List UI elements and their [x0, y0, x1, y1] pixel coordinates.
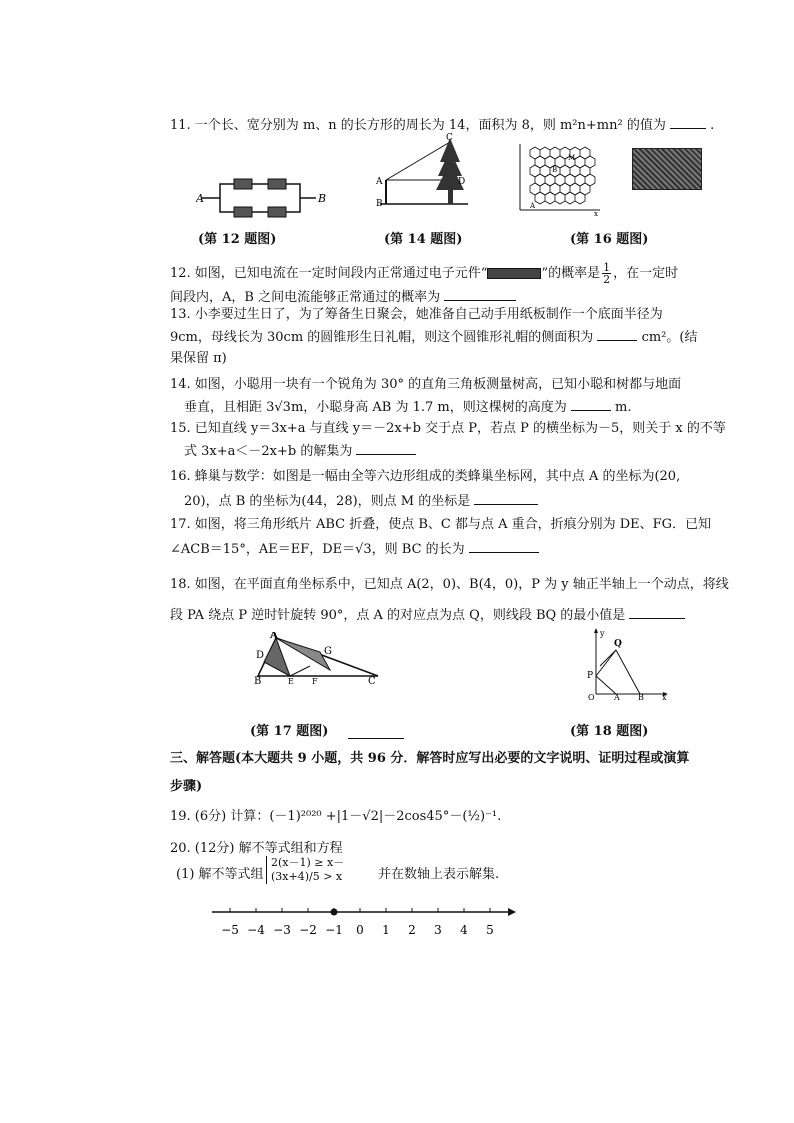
- fig17-label-B: B: [254, 676, 262, 684]
- question-12-text-a: 12. 如图，已知电流在一定时间段内正常通过电子元件“: [170, 266, 488, 281]
- fig18-label-A: A: [614, 693, 620, 700]
- question-12-text-b: ”的概率是: [541, 266, 601, 281]
- fig14-label-A: A: [376, 177, 383, 187]
- answer-blank-14[interactable]: [571, 398, 611, 411]
- question-20-part1-text: (1) 解不等式组: [176, 867, 264, 882]
- question-12-text-c: ，在一定时: [613, 266, 679, 281]
- question-17-line1: 17. 如图，将三角形纸片 ABC 折叠，使点 B、C 都与点 A 重合，折痕分别为 DE、FG．已知: [170, 517, 712, 532]
- question-16-line1: 16. 蜂巢与数学：如图是一幅由全等六边形组成的类蜂巢坐标网，其中点 A 的坐标为(20,: [170, 469, 681, 484]
- question-15-text-line2: 式 3x+a＜－2x+b 的解集为: [184, 444, 353, 459]
- answer-blank-16[interactable]: [474, 492, 538, 505]
- caption-fig17-trailing-line: [348, 726, 404, 739]
- question-14-line1: 14. 如图，小聪用一块有一个锐角为 30° 的直角三角板测量树高，已知小聪和树都与地面: [170, 377, 682, 392]
- answer-blank-11[interactable]: [670, 116, 706, 129]
- number-line-tick-label: 0: [356, 923, 364, 937]
- fig14-label-B: B: [376, 199, 383, 208]
- figure-12-circuit: [196, 176, 336, 220]
- number-line-tick-label: −2: [299, 923, 317, 937]
- fig18-label-B: B: [638, 693, 644, 700]
- figure-17-triangle: [250, 632, 386, 684]
- question-20-part1: [176, 866, 264, 884]
- answer-blank-13[interactable]: [597, 328, 637, 341]
- question-14-line2: [184, 398, 632, 417]
- question-15-line2: [184, 442, 416, 461]
- number-line-tick-label: 4: [460, 923, 468, 937]
- answer-blank-12[interactable]: [444, 288, 516, 301]
- caption-fig18: (第 18 题图): [570, 724, 649, 739]
- figure-16-honeycomb: [516, 140, 604, 216]
- question-14-text-line2: 垂直，且相距 3√3m，小聪身高 AB 为 1.7 m，则这棵树的高度为: [184, 400, 567, 415]
- fig17-label-C: C: [368, 676, 376, 684]
- electronic-element-icon: [487, 268, 541, 279]
- question-12-text-line2: 间段内，A，B 之间电流能够正常通过的概率为: [170, 290, 441, 305]
- question-13-line2: [170, 328, 697, 347]
- question-16-line2: [184, 492, 538, 511]
- fig17-label-A: A: [270, 632, 278, 641]
- number-line-tick-label: −3: [273, 923, 291, 937]
- fig16-label-A: A: [530, 202, 536, 210]
- question-20: 20. (12分) 解不等式组和方程: [170, 841, 343, 856]
- caption-fig17: (第 17 题图): [250, 724, 329, 739]
- caption-fig12: (第 12 题图): [198, 232, 277, 247]
- question-15-line1: 15. 已知直线 y＝3x+a 与直线 y＝－2x+b 交于点 P，若点 P 的横坐标为－5，则关于 x 的不等: [170, 421, 726, 436]
- section-3-heading-line2: 步骤): [170, 779, 203, 794]
- question-16-text-line2: 20)，点 B 的坐标为(44，28)，则点 M 的坐标是: [184, 494, 471, 509]
- fig18-label-x: x: [662, 693, 667, 700]
- answer-blank-15[interactable]: [356, 442, 416, 455]
- question-12-line2: [170, 288, 516, 307]
- fig18-label-Q: Q: [614, 639, 622, 649]
- fraction-one-half: $\frac{1}{2}$: [603, 261, 611, 286]
- fig18-label-O: O: [588, 693, 595, 700]
- fig14-label-D: D: [458, 177, 466, 187]
- fig14-label-C: C: [446, 133, 453, 143]
- answer-blank-17[interactable]: [469, 540, 539, 553]
- question-11-text: 11. 一个长、宽分别为 m、n 的长方形的周长为 14，面积为 8，则 m²n+mn² 的值为: [170, 118, 666, 133]
- question-18-line1: 18. 如图，在平面直角坐标系中，已知点 A(2，0)、B(4，0)，P 为 y 轴正半轴上一个动点，将线: [170, 577, 729, 592]
- inequality-2: (3x+4)/5 > x: [271, 870, 343, 883]
- question-17-text-line2: ∠ACB＝15°，AE＝EF，DE＝√3，则 BC 的长为: [170, 542, 465, 557]
- fig12-label-A: A: [196, 192, 204, 205]
- number-line-marked-point: [331, 909, 338, 916]
- fig16-label-x: x: [594, 210, 598, 216]
- fig17-label-E: E: [288, 677, 294, 684]
- fig18-label-P: P: [587, 671, 594, 681]
- fig17-label-F: F: [312, 677, 318, 684]
- inequality-1: 2(x－1) ≥ x－: [271, 856, 345, 869]
- figure-14-tree: [376, 132, 472, 208]
- inequality-system: [266, 856, 344, 884]
- caption-fig16: (第 16 题图): [570, 232, 649, 247]
- fig17-label-D: D: [256, 650, 265, 661]
- section-3-heading-line1: 三、解答题(本大题共 9 小题，共 96 分．解答时应写出必要的文字说明、证明过程或演算: [170, 751, 690, 766]
- number-line-tick-label: −5: [221, 923, 239, 937]
- number-line-tick-label: −4: [247, 923, 265, 937]
- question-17-line2: [170, 540, 539, 559]
- question-14-unit: m.: [615, 400, 632, 415]
- number-line-tick-label: 5: [486, 923, 494, 937]
- question-18-line2: [170, 606, 685, 625]
- number-line: [208, 900, 520, 940]
- question-18-text-line2: 段 PA 绕点 P 逆时针旋转 90°，点 A 的对应点为点 Q，则线段 BQ 的最小值是: [170, 608, 626, 623]
- question-13-text-line2: 9cm，母线长为 30cm 的圆锥形生日礼帽，则这个圆锥形礼帽的侧面积为: [170, 330, 594, 345]
- question-20-part1-tail: 并在数轴上表示解集.: [378, 867, 500, 882]
- question-11-end: .: [710, 118, 715, 133]
- fig16-label-B: B: [552, 166, 558, 174]
- fig18-label-y: y: [600, 629, 605, 638]
- caption-fig14: (第 14 题图): [384, 232, 463, 247]
- fig16-label-M: M: [568, 154, 576, 162]
- fig12-label-B: B: [318, 192, 327, 205]
- question-13-line3: 果保留 π): [170, 351, 227, 366]
- question-19: 19. (6分) 计算：(－1)²⁰²⁰ +|1－√2|－2cos45°－(½)⁻¹.: [170, 809, 502, 824]
- question-12-line1: [170, 262, 678, 285]
- number-line-tick-label: 2: [408, 923, 416, 937]
- question-13-unit: cm²。(结: [641, 330, 698, 345]
- number-line-tick-label: 1: [382, 923, 390, 937]
- number-line-tick-label: −1: [325, 923, 343, 937]
- question-13-line1: 13. 小李要过生日了，为了筹备生日聚会，她准备自己动手用纸板制作一个底面半径为: [170, 307, 663, 322]
- number-line-tick-label: 3: [434, 923, 442, 937]
- answer-blank-18[interactable]: [629, 606, 685, 619]
- fig16-photo-patch: [632, 148, 702, 190]
- figure-18-coordinate: [586, 626, 670, 700]
- fig17-label-G: G: [324, 646, 332, 657]
